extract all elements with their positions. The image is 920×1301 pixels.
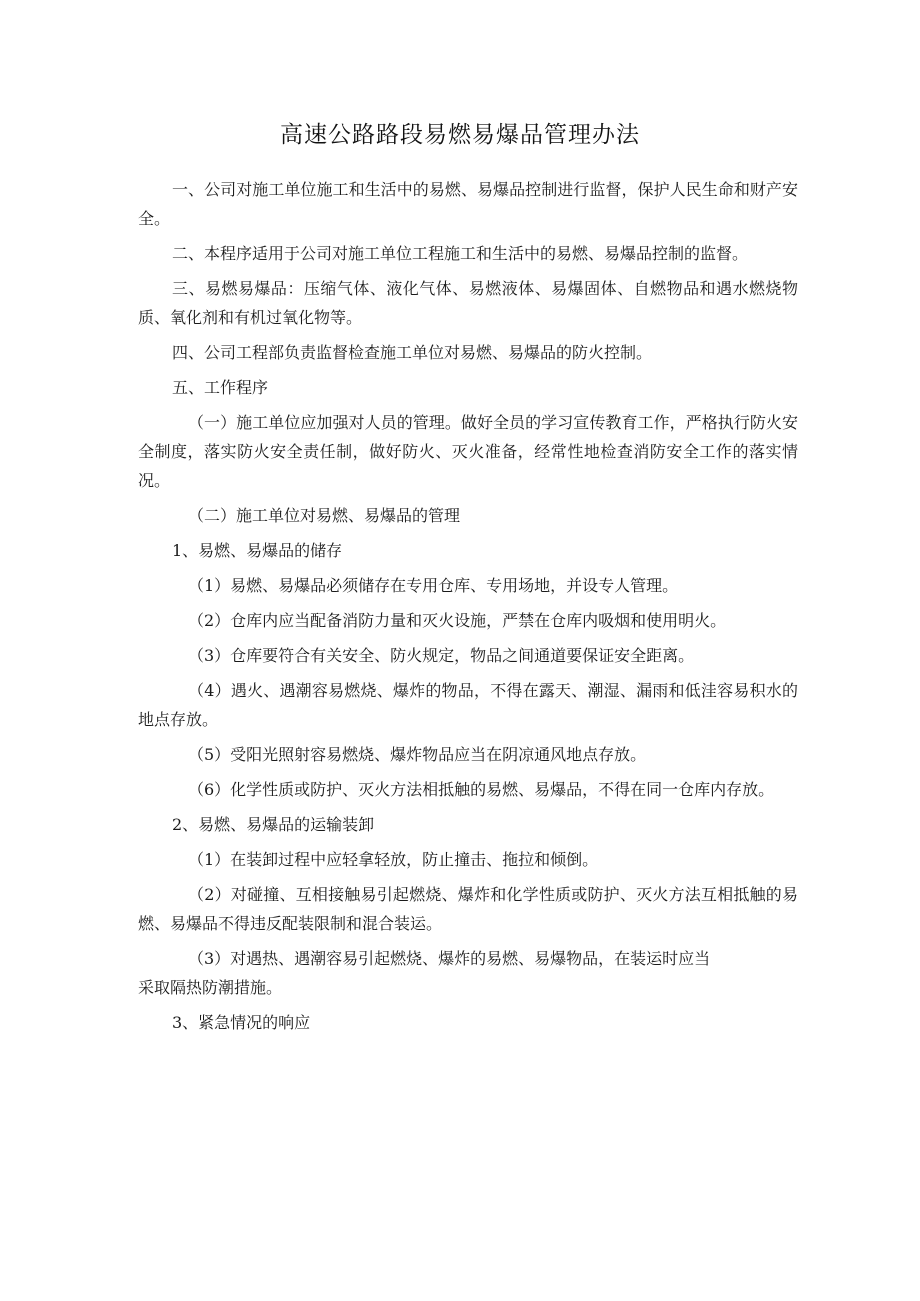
document-title: 高速公路路段易燃易爆品管理办法 xyxy=(280,122,640,148)
storage-item-1: （1）易燃、易爆品必须储存在专用仓库、专用场地，并设专人管理。 xyxy=(188,576,679,595)
subheading-hazard-management: （二）施工单位对易燃、易爆品的管理 xyxy=(188,506,461,525)
paragraph-personnel-management: （一）施工单位应加强对人员的管理。做好全员的学习宣传教育工作，严格执行防火安全制度，落实防火安全责任制，做好防火、灭火准备，经常性地检查消防安全工作的落实情况。 xyxy=(138,413,798,490)
transport-item-1: （1）在装卸过程中应轻拿轻放，防止撞击、拖拉和倾倒。 xyxy=(188,850,599,869)
paragraph-4: 四、公司工程部负责监督检查施工单位对易燃、易爆品的防火控制。 xyxy=(172,343,653,362)
storage-item-3: （3）仓库要符合有关安全、防火规定，物品之间通道要保证安全距离。 xyxy=(188,646,695,665)
document-body xyxy=(138,175,798,1043)
transport-item-3: （3）对遇热、遇潮容易引起燃烧、爆炸的易燃、易爆物品，在装运时应当 xyxy=(188,949,711,968)
storage-item-2: （2）仓库内应当配备消防力量和灭火设施，严禁在仓库内吸烟和使用明火。 xyxy=(188,611,727,630)
storage-item-6: （6）化学性质或防护、灭火方法相抵触的易燃、易爆品，不得在同一仓库内存放。 xyxy=(188,780,775,799)
section-heading-work-procedure: 五、工作程序 xyxy=(172,378,269,397)
paragraph-3: 三、易燃易爆品：压缩气体、液化气体、易燃液体、易爆固体、自燃物品和遇水燃烧物质、氧化剂和有机过氧化物等。 xyxy=(138,279,798,327)
storage-item-4: （4）遇火、遇潮容易燃烧、爆炸的物品，不得在露天、潮湿、漏雨和低洼容易积水的地点存放。 xyxy=(138,681,798,729)
subheading-storage: 1、易燃、易爆品的储存 xyxy=(172,541,343,560)
transport-item-3-continued: 采取隔热防潮措施。 xyxy=(138,978,283,997)
transport-item-2: （2）对碰撞、互相接触易引起燃烧、爆炸和化学性质或防护、灭火方法互相抵触的易燃、易爆品不得违反配装限制和混合装运。 xyxy=(138,885,798,933)
subheading-transport: 2、易燃、易爆品的运输装卸 xyxy=(172,815,375,834)
paragraph-2: 二、本程序适用于公司对施工单位工程施工和生活中的易燃、易爆品控制的监督。 xyxy=(172,244,749,263)
subheading-emergency-response: 3、紧急情况的响应 xyxy=(172,1013,311,1032)
storage-item-5: （5）受阳光照射容易燃烧、爆炸物品应当在阴凉通风地点存放。 xyxy=(188,745,647,764)
paragraph-1: 一、公司对施工单位施工和生活中的易燃、易爆品控制进行监督，保护人民生命和财产安全。 xyxy=(138,180,798,228)
